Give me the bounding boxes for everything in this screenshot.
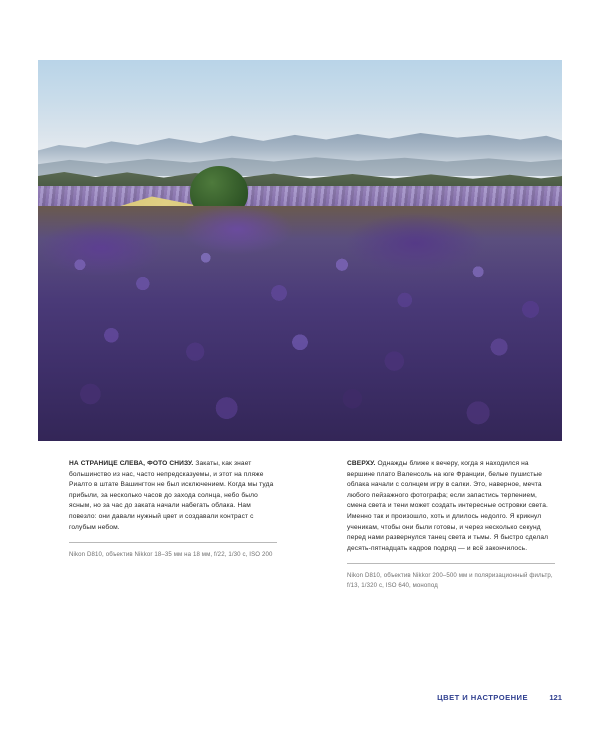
lavender-bush-texture — [38, 206, 562, 441]
footer-section-title: ЦВЕТ И НАСТРОЕНИЕ — [437, 693, 528, 702]
left-caption-technical-data: Nikon D810, объектив Nikkor 18–35 мм на 18 мм, f/22, 1/30 с, ISO 200 — [69, 551, 273, 559]
page-footer — [38, 693, 562, 707]
foreground-lavender-slope — [38, 206, 562, 441]
right-caption-technical-data: Nikon D810, объектив Nikkor 200–500 мм и поляризационный фильтр, f/13, 1/320 с, ISO 640, монопод — [347, 572, 553, 590]
left-caption-divider — [69, 542, 277, 543]
left-caption-lead-in: НА СТРАНИЦЕ СЛЕВА, ФОТО СНИЗУ. — [69, 460, 194, 467]
right-caption-lead-in: СВЕРХУ. — [347, 460, 376, 467]
right-caption-divider — [347, 563, 555, 564]
right-caption-body: Однажды ближе к вечеру, когда я находился на вершине плато Валенсоль на юге Франции, белые пушистые облака начали с солнцем игру в салки. Это, наверное, мечта любого пейзажного фотографа; если запастись терпением, смена света и тени может создать интересные островки света. Именно так и произошло, хоть и длилось недолго. Я крикнул ученикам, чтобы они были готовы, и через несколько секунд перед нами развернулся танец света и тьмы. Я быстро сделал десять-пятнадцать кадров подряд — и всё закончилось. — [347, 460, 549, 552]
right-caption-text — [347, 459, 555, 554]
footer-page-number: 121 — [549, 693, 562, 702]
left-caption-column — [69, 459, 277, 560]
left-caption-body: Закаты, как знает большинство из нас, часто непредсказуемы, и этот на пляже Риалто в штате Вашингтон не был исключением. Когда мы туда прибыли, за несколько часов до захода солнца, небо было ясным, но за час до заката начали набегать облака. Нам повезло: они давали нужный цвет и создавали контраст с голубым небом. — [69, 460, 274, 531]
right-caption-column — [347, 459, 555, 591]
photo-sky — [38, 60, 562, 441]
lavender-field-photo — [38, 60, 562, 441]
left-caption-text — [69, 459, 277, 533]
